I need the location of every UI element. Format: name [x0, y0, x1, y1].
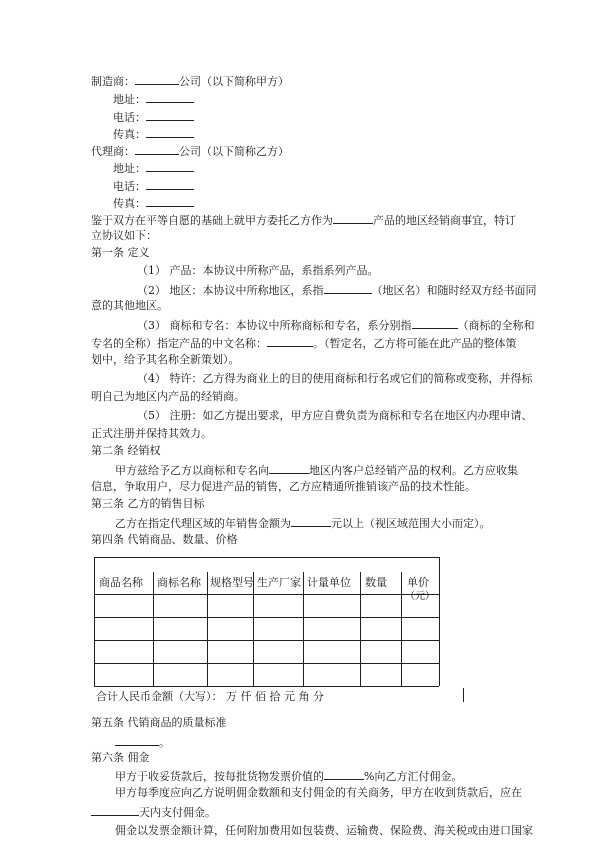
table-rule	[94, 686, 439, 687]
art1-p3: （3） 商标和专名：本协议中所称商标和专名，系分别指 （商标的全称和	[137, 319, 535, 332]
table-rule	[94, 557, 439, 558]
commission-rate-blank	[324, 768, 364, 780]
manufacturer-address: 地址：	[113, 91, 194, 107]
product-blank	[333, 212, 373, 224]
art1-p4b: 明自己为地区内产品的经销商。	[91, 390, 245, 403]
art6-p2b: 天内支付佣金。	[91, 804, 216, 820]
header-cell: 规格型号	[210, 576, 254, 589]
header-cell: 单价	[407, 576, 429, 589]
region-blank	[324, 282, 372, 294]
blank	[146, 109, 194, 121]
article-2-title: 第二条 经销权	[91, 444, 161, 457]
art6-p2: 甲方每季度应向乙方说明佣金数额和支付佣金的有关商务，甲方在收到货款后，应在	[115, 786, 522, 799]
art1-p2c: 意的其他地区。	[91, 299, 168, 312]
table-rule	[439, 557, 440, 686]
art2-p1: 甲方兹给予乙方以商标和专名向 地区内客户总经销产品的权利。乙方应收集	[115, 464, 518, 477]
table-rule	[94, 594, 439, 595]
article-1-title: 第一条 定义	[91, 246, 150, 259]
art1-p3-cont: 专名的全称）指定产品的中文名称： 。（暂定名，乙方将可能在此产品的整体策	[91, 337, 517, 350]
table-rule	[94, 557, 95, 686]
sales-target-blank	[291, 515, 331, 527]
quality-blank	[115, 734, 159, 746]
article-5-title: 第五条 代销商品的质量标准	[91, 716, 227, 729]
header-cell: 商标名称	[157, 576, 201, 589]
article-6-title: 第六条 佣金	[91, 751, 150, 764]
art6-p3: 佣金以发票金额计算，任何附加费用如包装费、运输费、保险费、海关税或由进口国家	[115, 824, 533, 837]
art2-p1c: 信息，争取用户，尽力促进产品的销售，乙方应精通所推销该产品的技术性能。	[91, 480, 476, 493]
manufacturer-fax: 传真：	[113, 126, 194, 142]
chinese-name-blank	[267, 335, 313, 347]
art1-p1: （1） 产品：本协议中所称产品，系指系列产品。	[137, 264, 379, 277]
blank	[146, 91, 194, 103]
art6-p1: 甲方于收妥货款后，按每批货物发票价值的 %向乙方汇付佣金。	[115, 770, 463, 783]
header-cell: 商品名称	[99, 576, 143, 589]
manufacturer-name-blank	[135, 73, 179, 85]
table-rule	[94, 640, 439, 641]
manufacturer-line: 制造商： 公司（以下简称甲方）	[91, 75, 289, 88]
table-rule	[303, 572, 304, 686]
article-3-title: 第三条 乙方的销售目标	[91, 497, 205, 510]
manufacturer-phone: 电话：	[113, 109, 194, 125]
art5-p1: 。	[115, 734, 170, 750]
table-rule	[94, 617, 439, 618]
trademark-blank	[412, 317, 458, 329]
table-rule	[360, 572, 361, 686]
table-rule	[401, 572, 402, 686]
article-4-title: 第四条 代销商品、数量、价格	[91, 533, 238, 546]
region-blank-2	[269, 462, 309, 474]
agent-fax: 传真：	[113, 195, 194, 211]
agent-name-blank	[135, 143, 179, 155]
art3-p1: 乙方在指定代理区域的年销售金额为 元以上（视区域范围大小而定）。	[115, 517, 491, 530]
total-row: 合计人民币金额（大写）： 万 仟 佰 拾 元 角 分	[96, 690, 324, 703]
intro-line-1: 鉴于双方在平等自愿的基础上就甲方委托乙方作为 产品的地区经销商事宜，特订	[91, 214, 516, 227]
art1-p3e: 划中，给予其名称全新策划）。	[91, 353, 240, 366]
blank	[146, 178, 194, 190]
art1-p5: （5） 注册：如乙方提出要求，甲方应自费负责为商标和专名在地区内办理申请、	[137, 409, 533, 422]
table-rule	[94, 663, 439, 664]
art1-p2: （2） 地区：本协议中所称地区，系指 （地区名）和随时经双方经书面同	[137, 284, 537, 297]
header-cell: 生产厂家	[257, 576, 301, 589]
agent-address: 地址：	[113, 160, 194, 176]
table-rule	[207, 572, 208, 686]
header-cell-unit: （元）	[405, 591, 435, 602]
intro-line-2: 立协议如下：	[91, 229, 157, 242]
blank	[146, 126, 194, 138]
art1-p5b: 正式注册并保持其效力。	[91, 427, 212, 440]
table-rule	[463, 688, 464, 702]
header-cell: 计量单位	[307, 576, 351, 589]
days-blank	[91, 804, 139, 816]
table-rule	[153, 572, 154, 686]
header-cell: 数量	[365, 576, 387, 589]
agent-phone: 电话：	[113, 178, 194, 194]
blank	[146, 160, 194, 172]
agent-line: 代理商： 公司（以下简称乙方）	[91, 145, 289, 158]
blank	[146, 195, 194, 207]
art1-p4: （4） 特许：乙方得为商业上的目的使用商标和行名或它们的简称或变称，并得标	[137, 372, 533, 385]
